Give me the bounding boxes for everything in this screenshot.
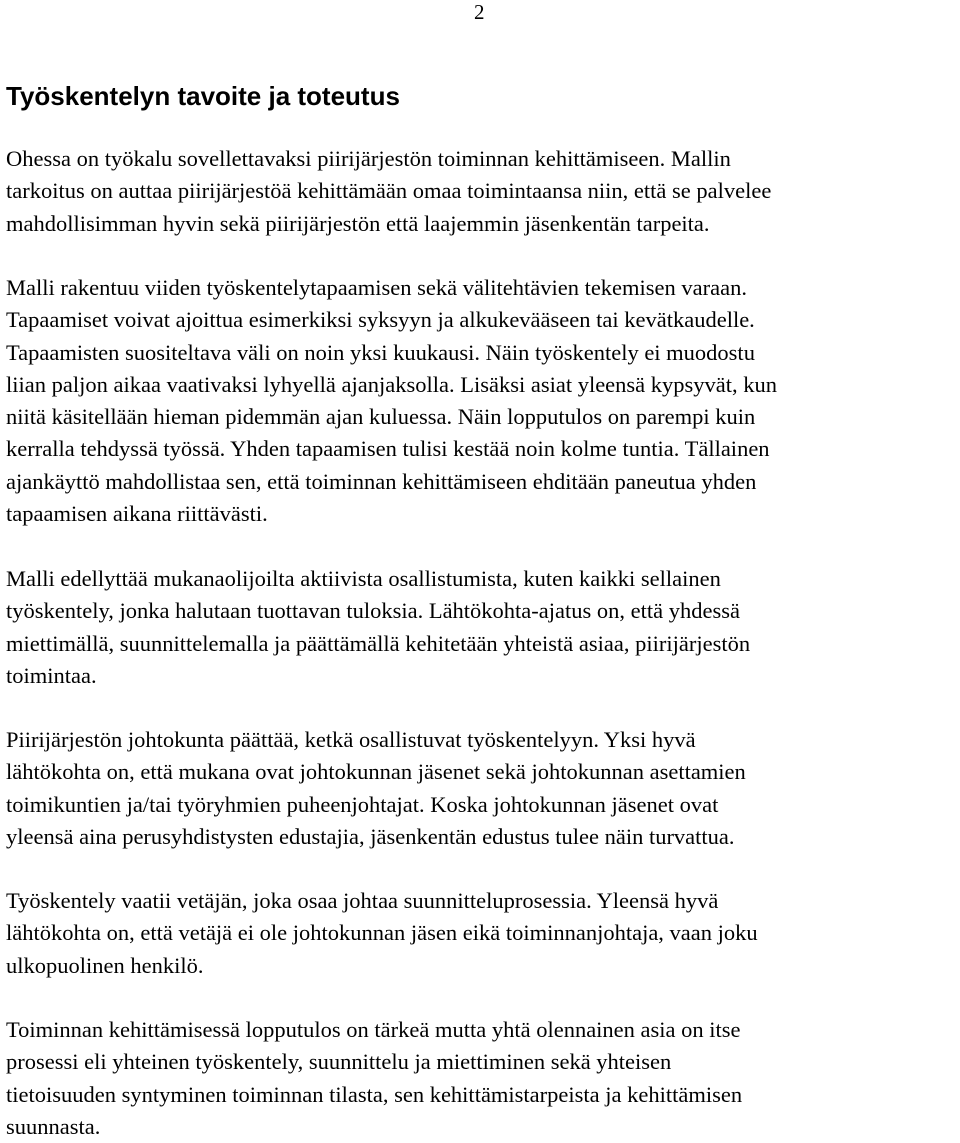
text-line: kerralla tehdyssä työssä. Yhden tapaamisen tulisi kestää noin kolme tuntia. Tällainen <box>6 436 770 462</box>
paragraph-participation <box>6 563 958 692</box>
text-line: suunnasta. <box>6 1113 101 1139</box>
text-line: prosessi eli yhteinen työskentely, suunnittelu ja miettiminen sekä yhteisen <box>6 1049 672 1075</box>
paragraph-board-decision <box>6 724 958 853</box>
text-line: Ohessa on työkalu sovellettavaksi piirijärjestön toiminnan kehittämiseen. Mallin <box>6 146 731 171</box>
text-line: Toiminnan kehittämisessä lopputulos on tärkeä mutta yhtä olennainen asia on itse <box>6 1017 741 1042</box>
text-line: ulkopuolinen henkilö. <box>6 952 204 978</box>
paragraph-model-structure <box>6 272 958 530</box>
text-line: niitä käsitellään hieman pidemmän ajan kuluessa. Näin lopputulos on parempi kuin <box>6 404 756 430</box>
text-line: Malli rakentuu viiden työskentelytapaamisen sekä välitehtävien tekemisen varaan. <box>6 275 747 300</box>
text-line: lähtökohta on, että mukana ovat johtokunnan jäsenet sekä johtokunnan asettamien <box>6 759 746 785</box>
text-line: ajankäyttö mahdollistaa sen, että toiminnan kehittämiseen ehditään paneutua yhden <box>6 468 757 494</box>
text-line: Tapaamiset voivat ajoittua esimerkiksi syksyyn ja alkukevääseen tai kevätkaudelle. <box>6 307 755 333</box>
text-line: Tapaamisten suositeltava väli on noin yksi kuukausi. Näin työskentely ei muodostu <box>6 339 755 365</box>
text-line: tapaamisen aikana riittävästi. <box>6 501 268 527</box>
text-line: tietoisuuden syntyminen toiminnan tilasta, sen kehittämistarpeista ja kehittämisen <box>6 1081 743 1107</box>
text-line: tarkoitus on auttaa piirijärjestöä kehittämään omaa toimintaansa niin, että se palvelee <box>6 178 772 204</box>
text-line: yleensä aina perusyhdistysten edustajia, jäsenkentän edustus tulee näin turvattua. <box>6 823 735 849</box>
paragraph-process-importance <box>6 1014 958 1143</box>
paragraph-tool-intro <box>6 143 958 240</box>
text-line: toimikuntien ja/tai työryhmien puheenjohtajat. Koska johtokunnan jäsenet ovat <box>6 791 719 817</box>
text-line: toimintaa. <box>6 662 97 688</box>
page-heading: Työskentelyn tavoite ja toteutus <box>6 81 400 111</box>
text-line: Malli edellyttää mukanaolijoilta aktiivista osallistumista, kuten kaikki sellainen <box>6 566 721 591</box>
text-line: lähtökohta on, että vetäjä ei ole johtokunnan jäsen eikä toiminnanjohtaja, vaan joku <box>6 920 758 946</box>
text-line: Piirijärjestön johtokunta päättää, ketkä osallistuvat työskentelyyn. Yksi hyvä <box>6 727 696 752</box>
text-line: Työskentely vaatii vetäjän, joka osaa johtaa suunnitteluprosessia. Yleensä hyvä <box>6 888 719 913</box>
text-line: työskentely, jonka halutaan tuottavan tuloksia. Lähtökohta-ajatus on, että yhdessä <box>6 598 740 624</box>
paragraph-facilitator <box>6 885 958 982</box>
page-number: 2 <box>474 0 485 24</box>
text-line: mahdollisimman hyvin sekä piirijärjestön että laajemmin jäsenkentän tarpeita. <box>6 210 710 236</box>
text-line: liian paljon aikaa vaativaksi lyhyellä ajanjaksolla. Lisäksi asiat yleensä kypsyvät, kun <box>6 371 778 397</box>
text-line: miettimällä, suunnittelemalla ja päättämällä kehitetään yhteistä asiaa, piirijärjestön <box>6 630 751 656</box>
